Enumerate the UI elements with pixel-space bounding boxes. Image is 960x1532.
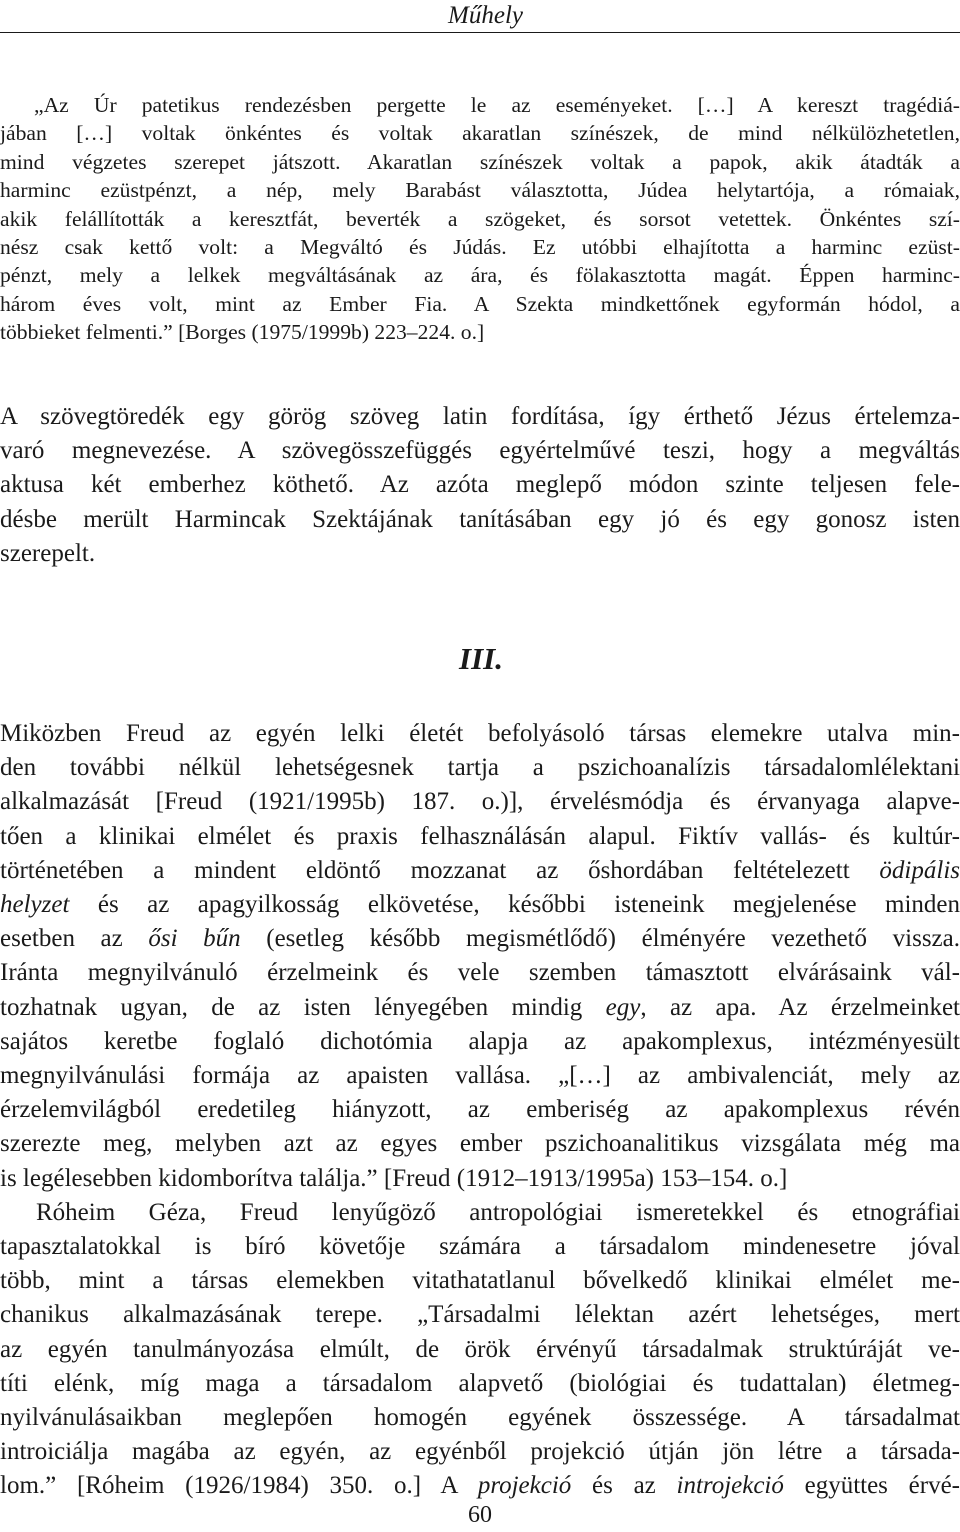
italic-term: ősi bűn xyxy=(148,925,241,953)
paragraph-line xyxy=(0,922,960,956)
header-rule xyxy=(0,32,960,33)
paragraph-line: alkalmazását [Freud (1921/1995b) 187. o.)], érvelésmódja és érvanyaga alapve- xyxy=(0,788,960,816)
paragraph-line xyxy=(0,888,960,922)
paragraph-line: érzelemvilágból eredetileg hiányzott, az emberiség az apakomplexus révén xyxy=(0,1096,960,1124)
paragraph-line xyxy=(0,854,960,888)
paragraph-line: tően a klinikai elmélet és praxis felhasználásán alapul. Fiktív vallás- és kultúr- xyxy=(0,822,960,850)
paragraph-line: is legélesebben kidomborítva találja.” [Freud (1912–1913/1995a) 153–154. o.] xyxy=(0,1164,788,1192)
paragraph-line: Miközben Freud az egyén lelki életét befolyásoló társas elemekre utalva min- xyxy=(0,720,960,747)
quote-line: harminc ezüstpénzt, a nép, mely Barabást választotta, Júdea helytartója, a rómaiak, xyxy=(0,178,960,203)
paragraph-line xyxy=(0,991,960,1025)
paragraph-line: Iránta megnyilvánuló érzelmeink és vele szemben támasztott elvárásaink vál- xyxy=(0,959,960,987)
italic-term: egy xyxy=(605,993,641,1021)
section-heading-text: III. xyxy=(459,641,503,676)
paragraph-line: aktusa két emberhez köthető. Az azóta meglepő módon szinte teljesen fele- xyxy=(0,471,960,499)
paragraph-2 xyxy=(0,717,960,1504)
paragraph-line: chanikus alkalmazásának terepe. „Társadalmi lélektan azért lehetséges, mert xyxy=(0,1301,960,1329)
paragraph-line: az egyén tanulmányozása elmúlt, de örök érvényű társadalmak struktúráját ve- xyxy=(0,1335,960,1363)
paragraph-1 xyxy=(0,400,960,571)
quote-line: mind végzetes szerepet játszott. Akaratlan színészek voltak a papok, akik átadták a xyxy=(0,149,960,174)
quote-line: jában […] voltak önkéntes és voltak akaratlan színészek, de mind nélkülözhetetlen, xyxy=(0,121,960,146)
text-run: és az apagyilkosság elkövetése, későbbi isteneink megjelenése minden xyxy=(69,891,960,919)
italic-term: helyzet xyxy=(0,891,70,919)
running-header-title: Műhely xyxy=(448,2,523,29)
paragraph-line: szerezte meg, melyben azt az egyes ember pszichoanalitikus vizsgálata még ma xyxy=(0,1130,960,1158)
paragraph-line: megnyilvánulási formája az apaisten vallása. „[…] az ambivalenciát, mely az xyxy=(0,1062,960,1090)
text-run: tozhatnak ugyan, de az isten lényegében mindig xyxy=(0,993,606,1021)
text-run: együttes érvé- xyxy=(783,1472,960,1500)
paragraph-line: varó megnevezése. A szövegösszefüggés egyértelművé teszi, hogy a megváltás xyxy=(0,437,960,465)
page-number: 60 xyxy=(468,1502,492,1528)
section-heading xyxy=(0,642,960,676)
quote-line: három éves volt, mint az Ember Fia. A Szekta mindkettőnek egyformán hódol, a xyxy=(0,291,960,316)
running-header xyxy=(0,0,960,36)
italic-term: introjekció xyxy=(676,1472,784,1500)
paragraph-line: szerepelt. xyxy=(0,539,96,567)
paragraph-line: több, mint a társas elemekben vitathatatlanul bővelkedő klinikai elmélet me- xyxy=(0,1267,960,1295)
block-quote xyxy=(0,91,960,347)
text-run: (esetleg később megismétlődő) élményére vezethető vissza. xyxy=(240,925,960,953)
paragraph-line: sajátos keretbe foglaló dichotómia alapja az apakomplexus, intézményesült xyxy=(0,1027,960,1055)
paragraph-line: Róheim Géza, Freud lenyűgöző antropológiai ismeretekkel és etnográfiai xyxy=(36,1198,960,1226)
paragraph-line: den további nélkül lehetségesnek tartja a pszichoanalízis társadalomlélektani xyxy=(0,754,960,782)
quote-line: akik felállították a keresztfát, beverték a szögeket, és sorsot vetettek. Önkéntes szí- xyxy=(0,206,960,231)
paragraph-line: títi elénk, míg maga a társadalom alapvető (biológiai és tudattalan) életmeg- xyxy=(0,1369,960,1397)
paragraph-line: désbe merült Harmincak Szektájának tanításában egy jó és egy gonosz isten xyxy=(0,505,960,533)
quote-line: nész csak kettő volt: a Megváltó és Júdás. Ez utóbbi elhajította a harminc ezüst- xyxy=(0,235,960,260)
paragraph-line xyxy=(0,1469,960,1503)
paragraph-line: nyilvánulásaikban meglepően homogén egyének összessége. A társadalmat xyxy=(0,1404,960,1432)
text-run: esetben az xyxy=(0,925,149,953)
paragraph-line: A szövegtöredék egy görög szöveg latin fordítása, így érthető Jézus értelemza- xyxy=(0,403,960,430)
italic-term: projekció xyxy=(477,1472,572,1500)
italic-term: ödipális xyxy=(879,856,960,884)
text-run: történetében a mindent eldöntő mozzanat az őshordában feltételezett xyxy=(0,856,880,884)
quote-line: „Az Úr patetikus rendezésben pergette le az eseményeket. […] A kereszt tragédiá- xyxy=(34,93,960,117)
paragraph-line: introiciálja magába az egyén, az egyénből projekció útján jön létre a társada- xyxy=(0,1438,960,1466)
text-run: lom.” [Róheim (1926/1984) 350. o.] A xyxy=(0,1472,478,1500)
paragraph-line: tapasztalatokkal is bíró követője számára a társadalom mindenesetre jóval xyxy=(0,1233,960,1261)
text-run: , az apa. Az érzelmeinket xyxy=(640,993,960,1021)
quote-line: pénzt, mely a lelkek megváltásának az ára, és fölakasztotta magát. Éppen harminc- xyxy=(0,263,960,288)
text-run: és az xyxy=(571,1472,677,1500)
quote-line: többieket felmenti.” [Borges (1975/1999b) 223–224. o.] xyxy=(0,320,485,345)
